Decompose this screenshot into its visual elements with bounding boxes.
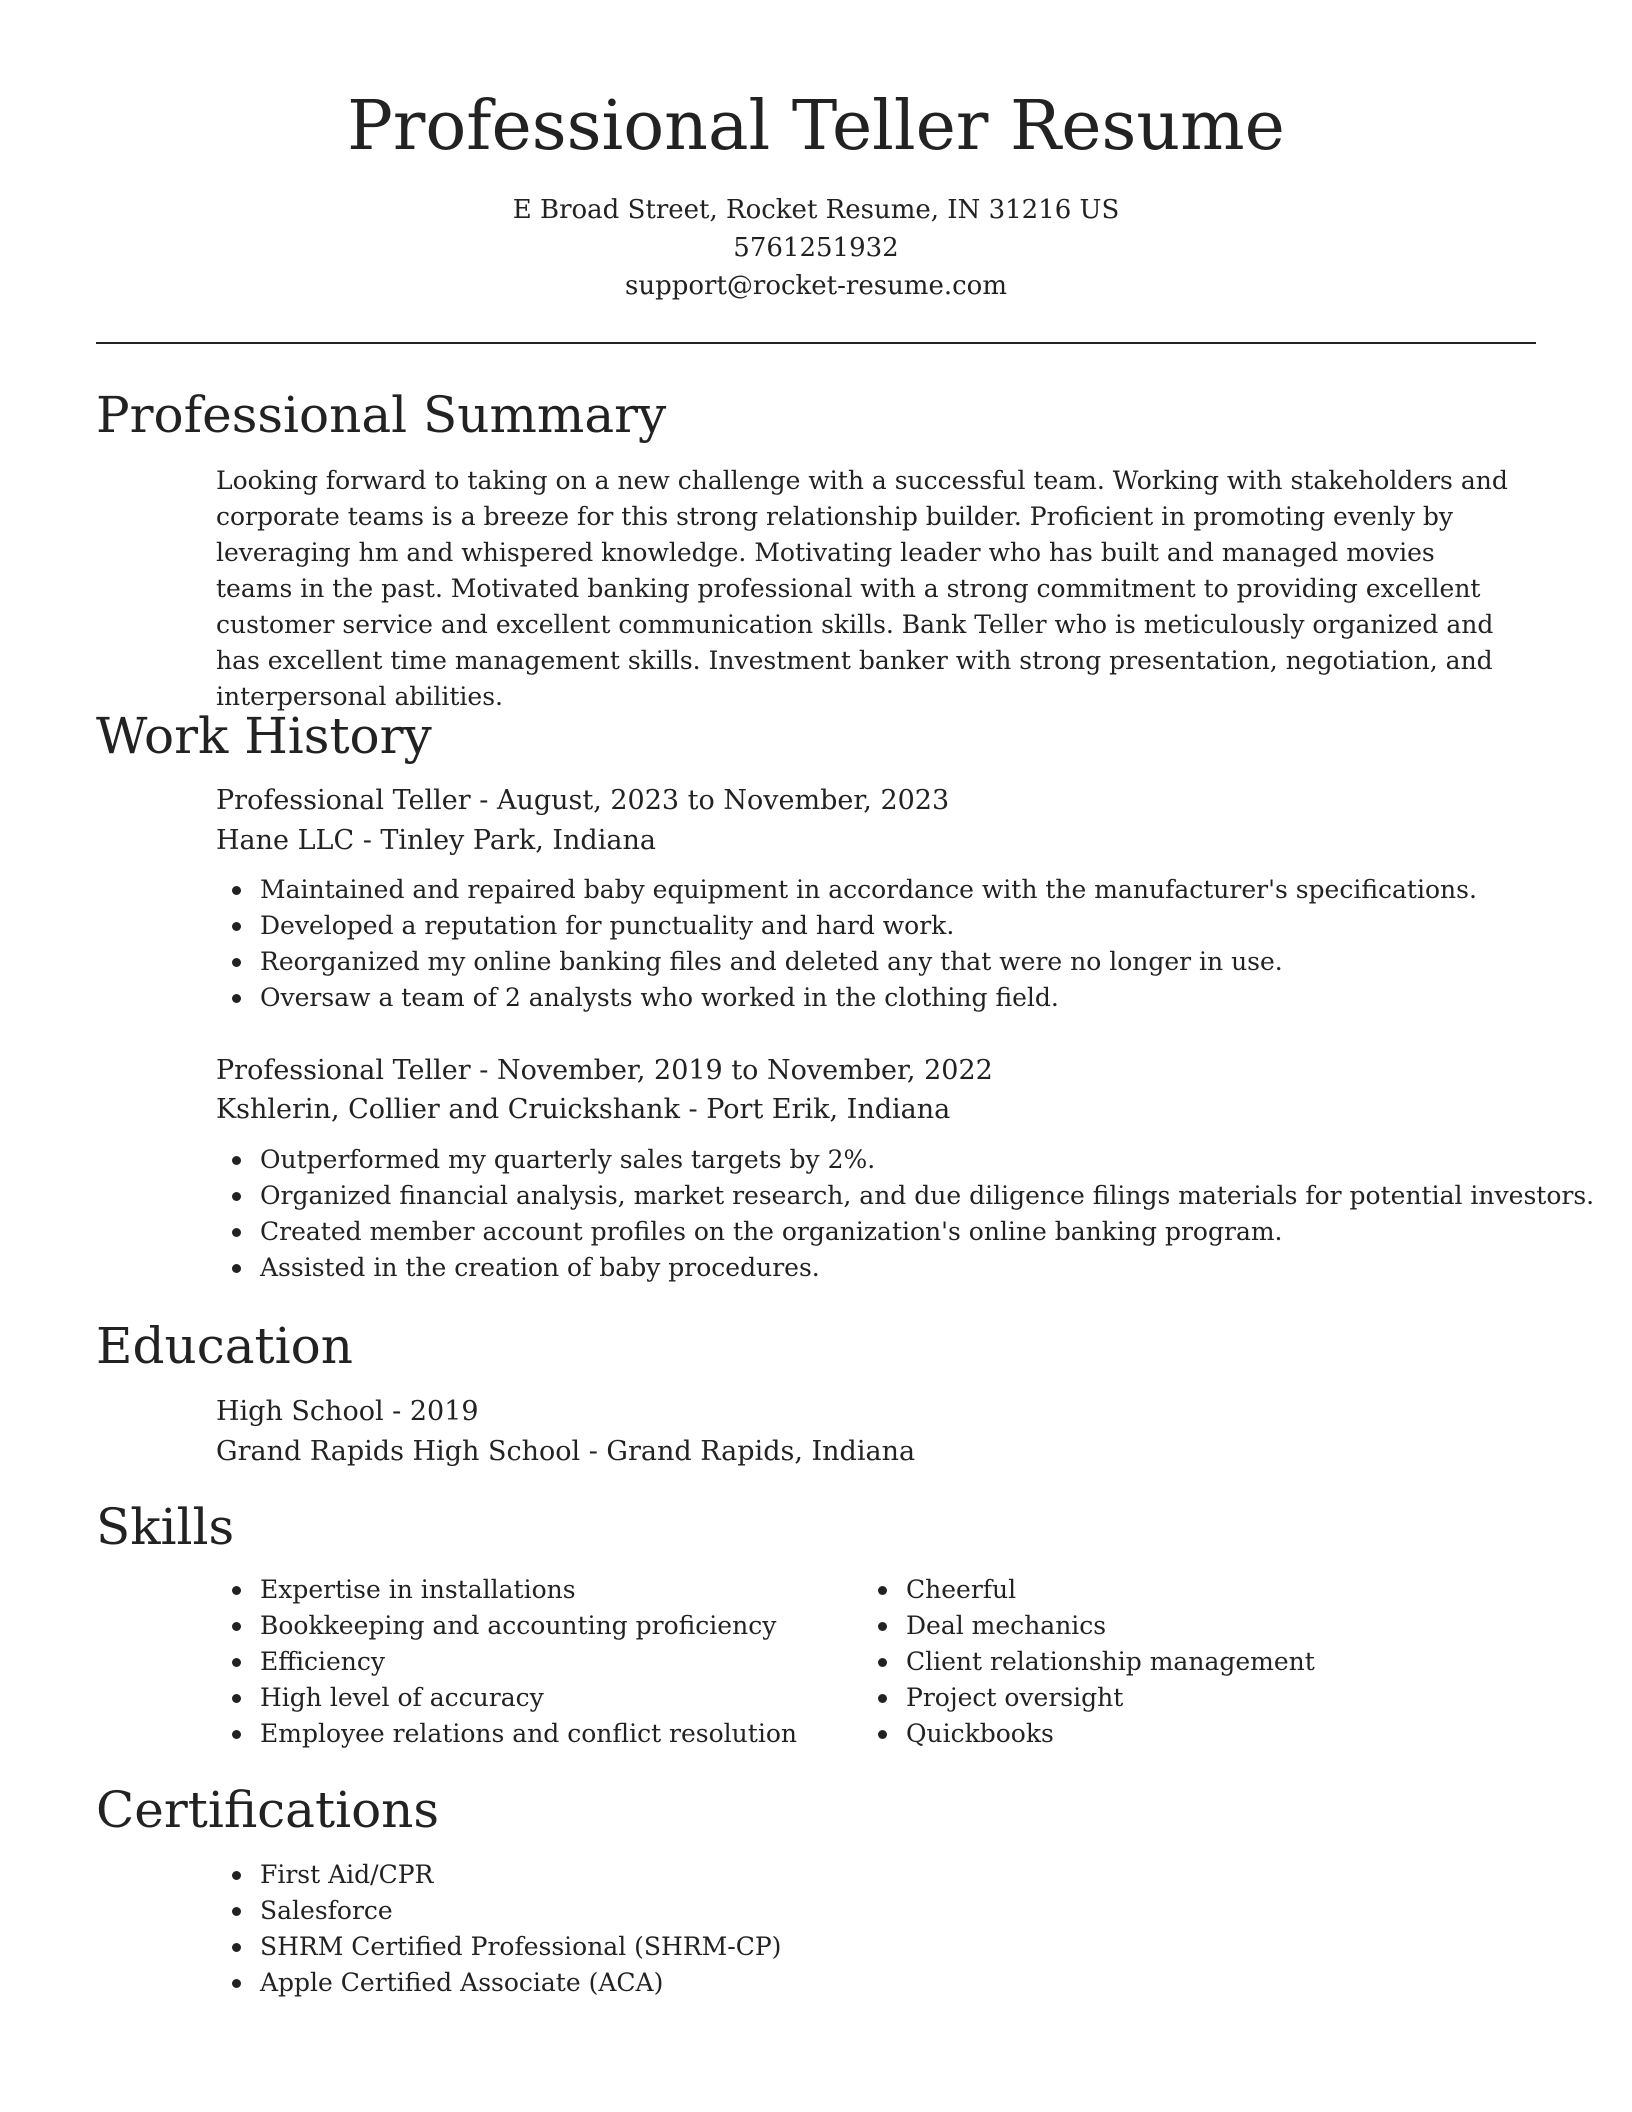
job-bullet: Maintained and repaired baby equipment in accordance with the manufacturer's specifications. <box>216 872 1477 908</box>
resume-title: Professional Teller Resume <box>347 87 1285 166</box>
skill-item: Efficiency <box>216 1644 797 1680</box>
job-title-line <box>216 1051 993 1091</box>
skills-list-left <box>216 1572 797 1752</box>
skills-heading: Skills <box>96 1498 235 1556</box>
job-title-line <box>216 781 949 821</box>
skill-item: Expertise in installations <box>216 1572 797 1608</box>
job-bullet: Developed a reputation for punctuality and hard work. <box>216 908 1477 944</box>
education-school-line <box>216 1432 915 1472</box>
job-title: Professional Teller <box>216 785 471 816</box>
education-school: Grand Rapids High School <box>216 1436 581 1467</box>
education-degree-line <box>216 1392 479 1432</box>
skill-item: Quickbooks <box>862 1716 1315 1752</box>
skill-item: Deal mechanics <box>862 1608 1315 1644</box>
job-dates: - August, 2023 to November, 2023 <box>470 785 950 816</box>
contact-phone: 5761251932 <box>733 233 899 263</box>
work-history-heading: Work History <box>96 707 432 765</box>
job-company: Hane LLC <box>216 825 355 856</box>
job-dates: - November, 2019 to November, 2022 <box>470 1055 993 1086</box>
job-title: Professional Teller <box>216 1055 471 1086</box>
job-location: - Port Erik, Indiana <box>679 1094 951 1125</box>
job-bullet: Assisted in the creation of baby procedures. <box>216 1250 1594 1286</box>
certification-item: First Aid/CPR <box>216 1857 781 1893</box>
contact-address: E Broad Street, Rocket Resume, IN 31216 US <box>512 195 1120 225</box>
job-company-line <box>216 1090 950 1130</box>
certification-item: SHRM Certified Professional (SHRM-CP) <box>216 1929 781 1965</box>
job-location: - Tinley Park, Indiana <box>354 825 656 856</box>
education-year: - 2019 <box>383 1396 479 1427</box>
header-divider <box>96 342 1536 344</box>
contact-email[interactable]: support@rocket-resume.com <box>624 271 1007 301</box>
skill-item: Bookkeeping and accounting proficiency <box>216 1608 797 1644</box>
education-heading: Education <box>96 1317 353 1375</box>
job-company-line <box>216 821 656 861</box>
education-degree: High School <box>216 1396 384 1427</box>
skill-item: Project oversight <box>862 1680 1315 1716</box>
skill-item: Employee relations and conflict resolution <box>216 1716 797 1752</box>
certifications-list <box>216 1857 781 2001</box>
certifications-heading: Certifications <box>96 1781 440 1839</box>
job-company: Kshlerin, Collier and Cruickshank <box>216 1094 680 1125</box>
job-bullet: Organized financial analysis, market research, and due diligence filings materials for potential investors. <box>216 1178 1594 1214</box>
certification-item: Salesforce <box>216 1893 781 1929</box>
skill-item: Cheerful <box>862 1572 1315 1608</box>
skills-list-right <box>862 1572 1315 1752</box>
summary-text: Looking forward to taking on a new challenge with a successful team. Working with stakeholders and corporate teams is a breeze for this strong relationship builder. Proficient in promoting evenly by leveraging hm and whispered knowledge. Motivating leader who has built and managed movies teams in the past. Motivated banking professional with a strong commitment to providing excellent customer service and excellent communication skills. Bank Teller who is meticulously organized and has excellent time management skills. Investment banker with strong presentation, negotiation, and interpersonal abilities. <box>216 466 1508 711</box>
job-bullet: Outperformed my quarterly sales targets by 2%. <box>216 1142 1594 1178</box>
job-bullet: Oversaw a team of 2 analysts who worked in the clothing field. <box>216 980 1477 1016</box>
education-location: - Grand Rapids, Indiana <box>580 1436 916 1467</box>
job-bullets <box>216 1142 1594 1286</box>
summary-heading: Professional Summary <box>96 386 667 444</box>
certification-item: Apple Certified Associate (ACA) <box>216 1965 781 2001</box>
job-bullets <box>216 872 1477 1016</box>
job-bullet: Reorganized my online banking files and deleted any that were no longer in use. <box>216 944 1477 980</box>
skill-item: High level of accuracy <box>216 1680 797 1716</box>
skill-item: Client relationship management <box>862 1644 1315 1680</box>
job-bullet: Created member account profiles on the organization's online banking program. <box>216 1214 1594 1250</box>
